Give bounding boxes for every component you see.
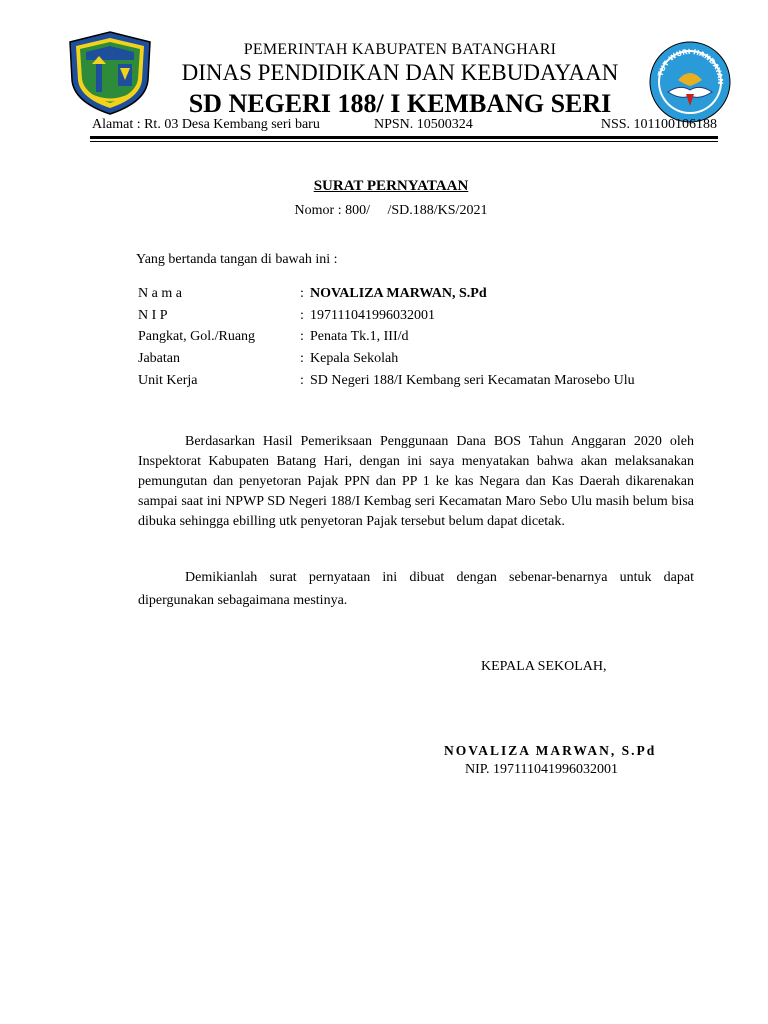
school-address: Alamat : Rt. 03 Desa Kembang seri baru bbox=[92, 117, 320, 132]
identity-label: N I P bbox=[138, 308, 168, 323]
identity-label: Unit Kerja bbox=[138, 373, 198, 388]
identity-label: N a m a bbox=[138, 286, 182, 301]
identity-colon: : bbox=[300, 286, 304, 301]
school-name: SD NEGERI 188/ I KEMBANG SERI bbox=[188, 89, 612, 118]
paragraph-text: Berdasarkan Hasil Pemeriksaan Penggunaan Dana BOS Tahun Anggaran 2020 oleh Inspektorat Kabupaten Batang Hari, dengan ini saya menyatakan bahwa akan melaksanakan pemungutan dan penyetoran Pajak PPN dan PP 1 ke kas Negara dan Kas Daerah dikarenakan sampai saat ini NPWP SD Negeri 188/I Kembag seri Kecamatan Maro Sebo Ulu masih belum bisa dibuka sehingga ebilling utk penyetoran Pajak tersebut belum dapat dicetak. bbox=[138, 434, 694, 529]
identity-value: SD Negeri 188/I Kembang seri Kecamatan Marosebo Ulu bbox=[310, 373, 635, 388]
body-paragraph-2 bbox=[138, 566, 694, 612]
identity-value: 197111041996032001 bbox=[310, 308, 435, 323]
signatory-nip: NIP. 197111041996032001 bbox=[465, 762, 618, 777]
intro-text: Yang bertanda tangan di bawah ini : bbox=[136, 252, 338, 267]
school-nss: NSS. 101100106188 bbox=[600, 117, 717, 132]
identity-row-name bbox=[138, 286, 698, 306]
department-name: DINAS PENDIDIKAN DAN KEBUDAYAAN bbox=[181, 60, 619, 85]
identity-row-position bbox=[138, 351, 698, 371]
emblem-motto: TUT WURI HANDAYAN bbox=[656, 47, 725, 85]
school-npsn: NPSN. 10500324 bbox=[374, 117, 473, 132]
signatory-position: KEPALA SEKOLAH, bbox=[481, 659, 607, 674]
identity-colon: : bbox=[300, 329, 304, 344]
identity-row-rank bbox=[138, 329, 698, 349]
document-number: Nomor : 800/ /SD.188/KS/2021 bbox=[294, 203, 488, 218]
paragraph-text: Demikianlah surat pernyataan ini dibuat dengan sebenar-benarnya untuk dapat dipergunakan sebagaimana mestinya. bbox=[138, 570, 694, 608]
identity-colon: : bbox=[300, 308, 304, 323]
identity-value: Kepala Sekolah bbox=[310, 351, 399, 366]
address-row bbox=[92, 117, 717, 135]
document-title: SURAT PERNYATAAN bbox=[313, 178, 469, 194]
letterhead bbox=[150, 40, 650, 120]
signatory-name: NOVALIZA MARWAN, S.Pd bbox=[444, 743, 657, 758]
identity-colon: : bbox=[300, 351, 304, 366]
identity-row-unit bbox=[138, 373, 698, 393]
tut-wuri-handayani-emblem-icon bbox=[648, 40, 732, 124]
body-paragraph-1 bbox=[138, 432, 694, 532]
identity-label: Pangkat, Gol./Ruang bbox=[138, 329, 256, 344]
identity-row-nip bbox=[138, 308, 698, 328]
letterhead-rule-thick bbox=[90, 136, 718, 139]
government-name: PEMERINTAH KABUPATEN BATANGHARI bbox=[243, 41, 557, 58]
identity-colon: : bbox=[300, 373, 304, 388]
identity-label: Jabatan bbox=[138, 351, 180, 366]
batanghari-emblem-icon bbox=[66, 30, 154, 116]
letterhead-rule-thin bbox=[90, 141, 718, 142]
identity-value: Penata Tk.1, III/d bbox=[310, 329, 409, 344]
identity-value: NOVALIZA MARWAN, S.Pd bbox=[310, 286, 487, 301]
